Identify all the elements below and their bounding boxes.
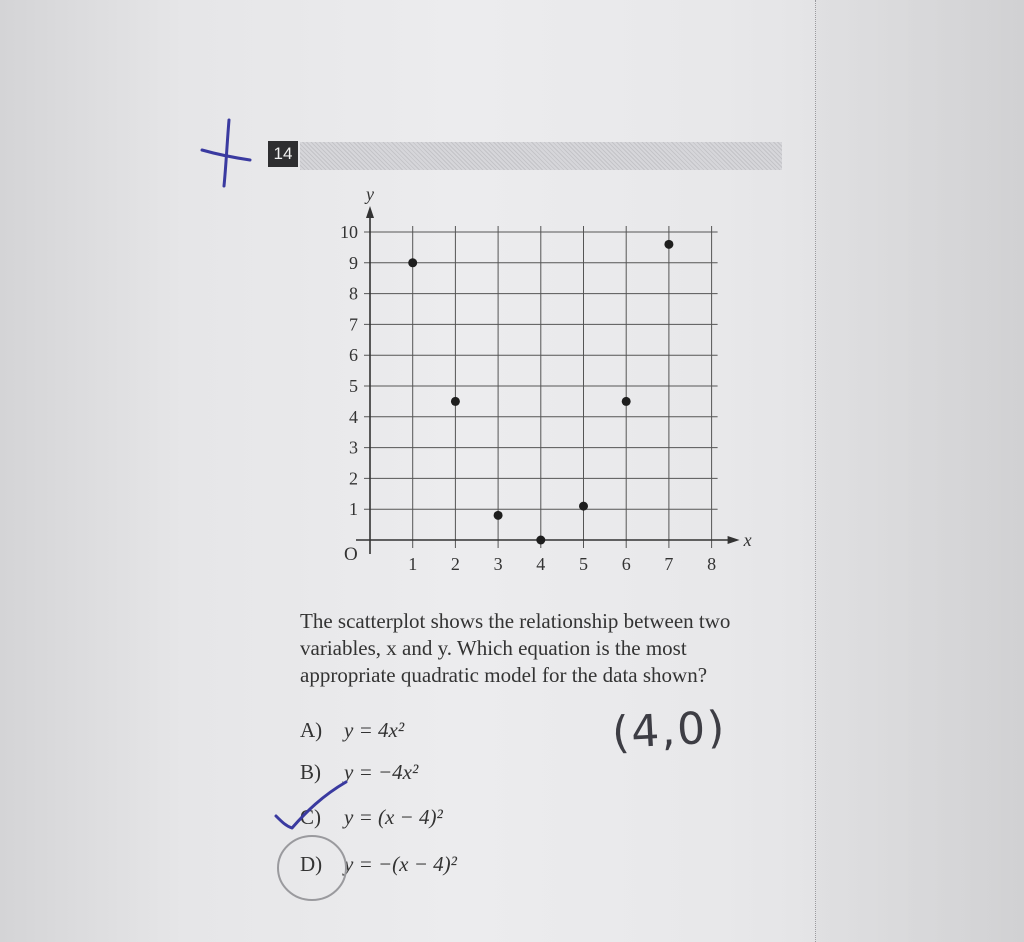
origin-label: O xyxy=(344,544,358,565)
page-shadow xyxy=(816,0,1024,942)
data-point xyxy=(579,502,588,511)
choice-equation: y = 4x² xyxy=(344,718,405,742)
x-tick-label: 5 xyxy=(579,554,588,574)
x-tick-label: 4 xyxy=(536,554,546,574)
handwritten-note: (4,0) xyxy=(610,702,728,759)
answer-choice-a[interactable] xyxy=(300,718,404,743)
y-tick-label: 8 xyxy=(349,283,358,304)
y-axis-arrow xyxy=(366,206,374,218)
y-tick-label: 6 xyxy=(349,345,358,366)
answer-choice-c[interactable] xyxy=(300,805,443,830)
x-axis-label: x xyxy=(743,530,752,550)
question-number: 14 xyxy=(268,141,298,167)
x-tick-label: 3 xyxy=(493,554,503,574)
y-tick-label: 10 xyxy=(340,222,358,242)
x-tick-label: 2 xyxy=(450,554,460,574)
choice-letter: A) xyxy=(300,718,323,742)
question-text: The scatterplot shows the relationship between two variables, x and y. Which equation is the most appropriate quadratic model for the data shown? xyxy=(300,609,731,687)
scatterplot xyxy=(320,186,750,586)
x-axis-arrow xyxy=(728,536,740,544)
y-tick-label: 2 xyxy=(349,468,358,489)
data-point xyxy=(664,240,673,249)
data-point xyxy=(451,397,460,406)
page-fold-line xyxy=(815,0,817,942)
y-tick-label: 5 xyxy=(349,376,358,396)
handwritten-cross-mark xyxy=(196,116,256,192)
x-tick-label: 8 xyxy=(707,554,717,574)
x-tick-label: 1 xyxy=(408,554,418,574)
y-tick-label: 4 xyxy=(349,406,358,427)
y-tick-label: 1 xyxy=(349,499,358,520)
y-axis-label: y xyxy=(366,184,374,204)
question-header-bar xyxy=(300,142,782,170)
answer-choice-b[interactable] xyxy=(300,760,418,785)
data-point xyxy=(408,258,417,267)
data-point xyxy=(494,511,503,520)
data-point xyxy=(536,536,545,545)
choice-equation: y = −4x² xyxy=(344,760,419,784)
answer-choice-d[interactable] xyxy=(300,852,457,877)
x-tick-label: 7 xyxy=(664,554,674,574)
data-point xyxy=(622,397,631,406)
choice-equation: y = (x − 4)² xyxy=(344,805,443,829)
choice-letter: B) xyxy=(300,760,321,784)
y-tick-label: 9 xyxy=(349,252,358,273)
y-tick-label: 7 xyxy=(349,314,358,335)
choice-equation: y = −(x − 4)² xyxy=(344,852,457,876)
choice-letter: C) xyxy=(300,805,321,829)
x-tick-label: 6 xyxy=(621,554,631,574)
y-tick-label: 3 xyxy=(349,437,358,458)
choice-letter: D) xyxy=(300,852,323,876)
